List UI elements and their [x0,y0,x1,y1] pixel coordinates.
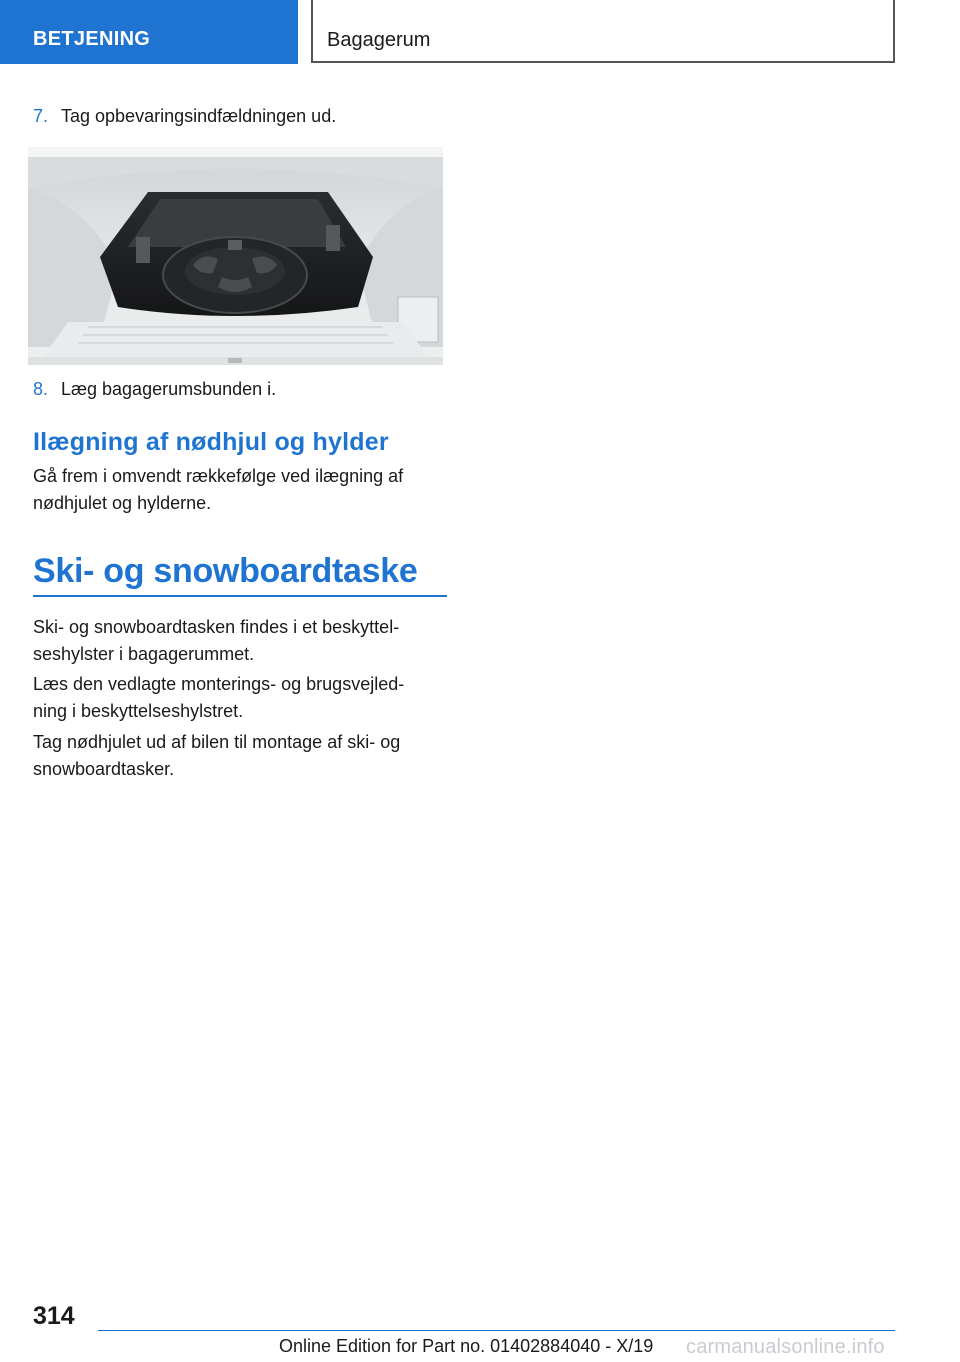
text-line: snowboardtasker. [33,759,175,779]
text-line: seshylster i bagagerummet. [33,644,255,664]
footer-edition: Online Edition for Part no. 01402884040 - X/19 [279,1336,654,1356]
watermark: carmanualsonline.info [686,1336,885,1358]
section-heading-rule [33,595,447,597]
section-paragraph [33,671,453,725]
text-line: Gå frem i omvendt rækkefølge ved ilægning af [33,466,404,486]
text-line: Tag nødhjulet ud af bilen til montage af ski- og [33,732,401,752]
subsection-heading: Ilægning af nødhjul og hylder [33,428,389,456]
header-section-label: BETJENING [33,28,151,50]
page-number: 314 [33,1302,75,1330]
step-item [33,106,336,127]
subsection-body [33,463,453,517]
trunk-storage-image [28,147,443,365]
text-line: nødhjulet og hylderne. [33,493,212,513]
step-number: 7. [33,106,49,126]
footer-rule [98,1330,895,1331]
step-number: 8. [33,379,49,399]
text-line: ning i beskyttelseshylstret. [33,701,244,721]
header-chapter-box [311,0,895,63]
section-heading: Ski- og snowboardtaske [33,552,418,590]
text-line: Læs den vedlagte monterings- og brugsvejled‐ [33,674,405,694]
text-line: Ski- og snowboardtasken findes i et beskyttel‐ [33,617,400,637]
section-paragraph [33,614,453,668]
step-item [33,379,276,400]
header-chapter-label: Bagagerum [327,29,431,51]
header-section-tab [0,0,298,64]
step-text: Læg bagagerumsbunden i. [61,379,277,399]
step-text: Tag opbevaringsindfældningen ud. [61,106,337,126]
section-paragraph [33,729,453,783]
